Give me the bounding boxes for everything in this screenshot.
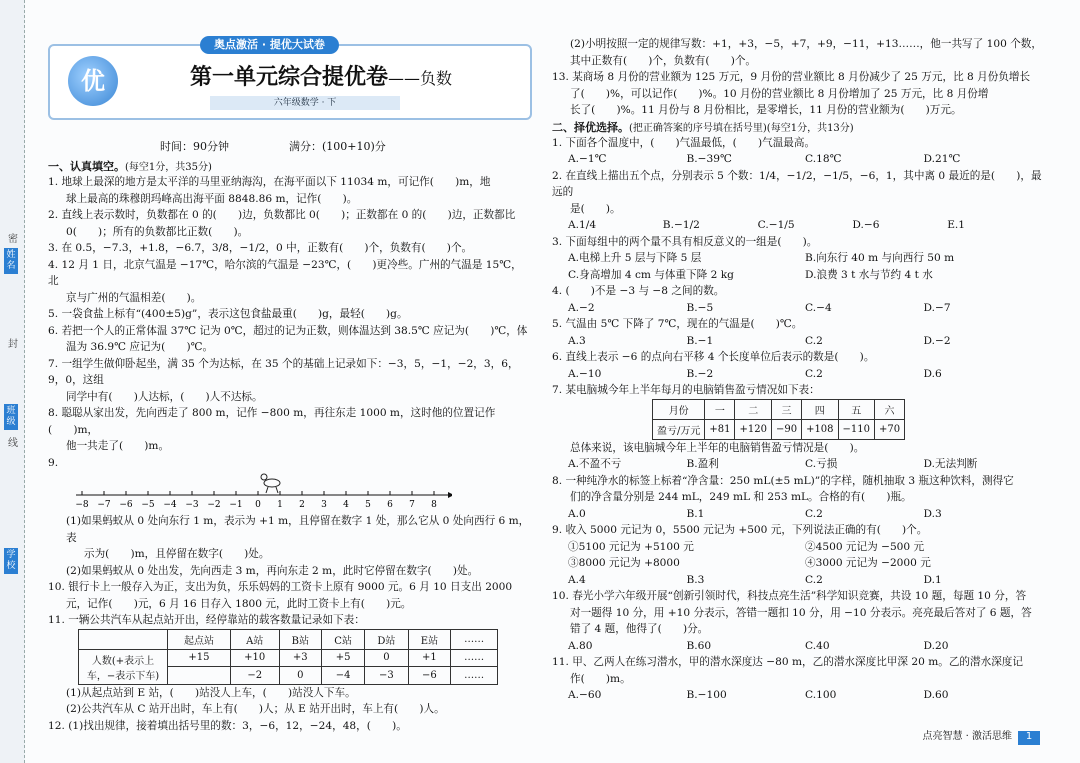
tick-label: 7 xyxy=(409,500,415,509)
option: C.40 xyxy=(805,639,830,652)
school-label: 学校 xyxy=(4,548,18,574)
question-9-part1: (1)如果蚂蚁从 0 处向东行 1 m，表示为 +1 m，且停留在数字 1 处，那么它从 0 处向西行 6 m，表 示为( )m，且停留在数字( )处。 xyxy=(66,515,530,560)
series-ribbon: 奥点激活 · 提优大试卷 xyxy=(200,36,339,54)
option: B.1 xyxy=(686,507,705,520)
table-cell: +108 xyxy=(802,419,838,439)
question-1: 1. 地球上最深的地方是太平洋的马里亚纳海沟，在海平面以下 11034 m，可记作( )m，地 球上最高的珠穆朗玛峰高出海平面 8848.86 m，记作( )。 xyxy=(48,176,491,205)
choice-7: 7. 某电脑城今年上半年每月的电脑销售盈亏情况如下表： xyxy=(552,384,820,396)
option: A.−60 xyxy=(568,689,602,701)
table-cell: E站 xyxy=(408,629,450,649)
page-title: 第一单元综合提优卷——负数 xyxy=(190,65,453,90)
tick-label: 3 xyxy=(321,500,327,509)
choice-7-question: 总体来说，该电脑城今年上半年的电脑销售盈亏情况是( )。 xyxy=(570,441,865,454)
bus-table xyxy=(78,629,498,685)
choice-3-options-b: C.身高增加 4 cm 与体重下降 2 kg D.浪费 3 t 水与节约 4 t 水 xyxy=(568,268,933,281)
tick-label: −4 xyxy=(163,500,177,509)
option: A.1/4 xyxy=(568,219,597,231)
option: D.无法判断 xyxy=(923,458,978,470)
option: B.−1/2 xyxy=(662,219,700,231)
table-cell: 盈亏/万元 xyxy=(653,419,705,439)
tick-label: −1 xyxy=(229,500,243,509)
table-cell: D站 xyxy=(365,629,409,649)
option: A.80 xyxy=(568,639,593,652)
tick-label: −2 xyxy=(207,500,221,509)
table-cell xyxy=(168,667,231,685)
seal-mark: 线 xyxy=(8,438,18,449)
option: C.100 xyxy=(805,689,837,701)
option: A.4 xyxy=(568,573,586,586)
choice-1-options xyxy=(552,151,1042,168)
question-11-part1: (1)从起点站到 E 站，( )站没人上车，( )站没人下车。 xyxy=(66,686,356,699)
table-cell: +3 xyxy=(279,649,322,667)
table-row-label: 人数(+表示上车，−表示下车) xyxy=(79,649,168,684)
table-cell: −2 xyxy=(230,667,279,685)
option: C.2 xyxy=(805,367,823,380)
table-cell: −4 xyxy=(322,667,365,685)
choice-9-options xyxy=(552,572,1042,589)
option: A.−1℃ xyxy=(568,153,607,165)
option: B.−100 xyxy=(686,689,727,701)
option: B.60 xyxy=(686,639,712,652)
option: D.−6 xyxy=(852,219,880,231)
question-11-part2: (2)公共汽车从 C 站开出时，车上有( )人；从 E 站开出时，车上有( )人。 xyxy=(66,703,445,715)
table-cell: …… xyxy=(451,667,498,685)
question-5: 5. 一袋食盐上标有“(400±5)g”，表示这包食盐最重( )g，最轻( )g。 xyxy=(48,308,408,320)
option: B.盈利 xyxy=(686,458,719,470)
question-12-part2: (2)小明按照一定的规律写数：+1，+3，−5，+7，+9，−11，+13……，他一共写了 100 个数， 其中正数有( )个，负数有( )个。 xyxy=(570,38,1042,67)
option: C.−4 xyxy=(805,301,832,314)
question-7: 7. 一组学生做仰卧起坐，满 35 个为达标，在 35 个的基础上记录如下：−3，5，−1，−2，3，6，9，0，这组 同学中有( )人达标，( )人不达标。 xyxy=(48,357,519,403)
option: E.1 xyxy=(947,219,966,231)
choice-8-options xyxy=(552,506,1042,523)
footer: 点亮智慧 · 激活思维 1 xyxy=(922,727,1040,745)
choice-2-options xyxy=(552,217,1042,234)
option: B.−5 xyxy=(686,301,714,314)
right-column xyxy=(552,36,1042,704)
tick-label: −7 xyxy=(97,500,111,509)
choice-9-statements-b: ③8000 元记为 +8000 ④3000 元记为 −2000 元 xyxy=(568,557,931,569)
choice-6-options xyxy=(552,366,1042,383)
table-cell: +5 xyxy=(322,649,365,667)
table-cell: 六 xyxy=(875,399,905,419)
tick-label: −3 xyxy=(185,500,199,509)
question-3: 3. 在 0.5，−7.3，+1.8，−6.7，3/8，−1/2，0 中，正数有( )个，负数有( )个。 xyxy=(48,242,473,254)
tick-label: 5 xyxy=(365,500,371,509)
option: D.60 xyxy=(923,689,949,701)
choice-9-statements-a: ①5100 元记为 +5100 元 ②4500 元记为 −500 元 xyxy=(568,540,925,553)
option: C.2 xyxy=(805,507,823,520)
exam-meta: 时间：90分钟 满分：(100+10)分 xyxy=(160,140,386,153)
section-title: 一、认真填空。(每空1分，共35分) xyxy=(48,160,212,173)
choice-9: 9. 收入 5000 元记为 0，5500 元记为 +500 元，下列说法正确的有( )个。 xyxy=(552,524,928,536)
choice-8: 8. 一种纯净水的标签上标着“净含量：250 mL(±5 mL)”的字样，随机抽取 3 瓶这种饮料，测得它 们的净含量分别是 244 mL，249 mL 和 253 mL。合格的有( )瓶。 xyxy=(552,474,1014,503)
table-cell: 四 xyxy=(802,399,838,419)
option: A.3 xyxy=(568,334,586,347)
question-12: 12. (1)找出规律，接着填出括号里的数：3，−6，12，−24，48，( )。 xyxy=(48,719,407,732)
option: C.2 xyxy=(805,573,823,586)
class-label: 班级 xyxy=(4,404,18,430)
name-label: 姓名 xyxy=(4,248,18,274)
table-cell: +15 xyxy=(168,649,231,667)
option: C.18℃ xyxy=(805,153,842,165)
table-cell: 0 xyxy=(365,649,409,667)
option: B.−39℃ xyxy=(686,153,732,165)
table-cell: −90 xyxy=(771,419,801,439)
left-column xyxy=(48,158,532,734)
table-cell: +10 xyxy=(230,649,279,667)
tick-label: −6 xyxy=(119,500,133,509)
choice-5-options xyxy=(552,333,1042,350)
table-cell: 五 xyxy=(838,399,874,419)
option: D.20 xyxy=(923,639,949,652)
choice-1: 1. 下面各个温度中，( )气温最低，( )气温最高。 xyxy=(552,136,816,149)
table-cell: +81 xyxy=(705,419,735,439)
choice-11-options xyxy=(552,687,1042,704)
table-cell: 起点站 xyxy=(168,629,231,649)
option: B.−1 xyxy=(686,334,714,347)
choice-10: 10. 春光小学六年级开展“创新引领时代，科技点亮生活”科学知识竞赛，共设 10 题，每题 10 分，答 对一题得 10 分，用 +10 分表示，答错一题扣 10 分，用 −10 分表示。亮亮最后答对了 6 题，答 错了 4 题，他得了( )分。 xyxy=(552,590,1032,635)
tick-label: 2 xyxy=(299,500,305,509)
choice-4-options xyxy=(552,300,1042,317)
choice-2: 2. 在直线上描出五个点，分别表示 5 个数：1/4，−1/2，−1/5，−6，1，其中离 0 最近的是( )，最远的 是( )。 xyxy=(552,169,1042,215)
seal-mark: 密 xyxy=(8,234,18,245)
option: B.−2 xyxy=(686,367,714,380)
choice-6: 6. 直线上表示 −6 的点向右平移 4 个长度单位后表示的数是( )。 xyxy=(552,351,875,363)
table-cell: …… xyxy=(451,629,498,649)
option: D.6 xyxy=(923,367,942,380)
question-10: 10. 银行卡上一般存入为正，支出为负，乐乐妈妈的工资卡上原有 9000 元。6 月 10 日支出 2000 元，记作( )元，6 月 16 日存入 1800 元，此时工资卡上有( )元。 xyxy=(48,581,513,610)
choice-10-options xyxy=(552,638,1042,655)
question-8: 8. 聪聪从家出发，先向西走了 800 m，记作 −800 m，再往东走 1000 m，这时他的位置记作( )m， 他一共走了( )m。 xyxy=(48,407,496,452)
table-cell: 三 xyxy=(771,399,801,419)
table-cell: 一 xyxy=(705,399,735,419)
tick-label: 6 xyxy=(387,500,393,509)
binding-strip xyxy=(0,0,25,763)
table-cell: +70 xyxy=(875,419,905,439)
option: A.0 xyxy=(568,507,586,520)
table-cell: −110 xyxy=(838,419,874,439)
question-4: 4. 12 月 1 日，北京气温是 −17℃，哈尔滨的气温是 −23℃，( )更冷些。广州的气温是 15℃，北 京与广州的气温相差( )。 xyxy=(48,258,522,304)
option: A.−2 xyxy=(568,301,595,314)
option: A.−10 xyxy=(568,367,602,380)
question-9-part2: (2)如果蚂蚁从 0 处出发，先向西走 3 m，再向东走 2 m，此时它停留在数字( )处。 xyxy=(66,564,479,577)
choice-7-options xyxy=(552,456,1042,473)
grade-bar: 六年级数学 · 下 xyxy=(210,96,400,110)
option: C.亏损 xyxy=(805,458,838,470)
tick-label: 4 xyxy=(343,500,349,509)
table-cell: +120 xyxy=(735,419,771,439)
sales-table xyxy=(652,399,905,440)
table-cell: C站 xyxy=(322,629,365,649)
tick-label: 0 xyxy=(255,500,261,509)
medal-icon: 优 xyxy=(68,56,118,106)
tick-label: 8 xyxy=(431,500,437,509)
number-line xyxy=(72,471,452,509)
question-11: 11. 一辆公共汽车从起点站开出，经停靠站的载客数量记录如下表： xyxy=(48,614,365,626)
page-number: 1 xyxy=(1018,731,1040,745)
option: C.2 xyxy=(805,334,823,347)
option: C.−1/5 xyxy=(757,219,795,231)
table-cell: …… xyxy=(451,649,498,667)
table-cell: B站 xyxy=(279,629,322,649)
option: D.21℃ xyxy=(923,153,961,165)
option: D.−2 xyxy=(923,334,951,347)
choice-5: 5. 气温由 5℃ 下降了 7℃，现在的气温是( )℃。 xyxy=(552,318,803,330)
table-cell: +1 xyxy=(408,649,450,667)
table-cell: 0 xyxy=(279,667,322,685)
choice-3: 3. 下面每组中的两个量不具有相反意义的一组是( )。 xyxy=(552,235,818,248)
header-banner xyxy=(48,38,532,120)
tick-label: −5 xyxy=(141,500,155,509)
question-6: 6. 若把一个人的正常体温 37℃ 记为 0℃，超过的记为正数，则体温达到 38.5℃ 应记为( )℃，体 温为 36.9℃ 应记为( )℃。 xyxy=(48,324,528,353)
question-2: 2. 直线上表示数时，负数都在 0 的( )边，负数都比 0( )；正数都在 0 的( )边，正数都比 0( )；所有的负数都比正数( )。 xyxy=(48,209,516,238)
table-cell: −3 xyxy=(365,667,409,685)
option: B.3 xyxy=(686,573,705,586)
seal-mark: 封 xyxy=(8,339,18,350)
option: D.1 xyxy=(923,573,942,586)
option: A.不盈不亏 xyxy=(568,458,622,470)
question-13: 13. 某商场 8 月份的营业额为 125 万元，9 月份的营业额比 8 月份减少了 25 万元，比 8 月份负增长 了( )%，可以记作( )%。10 月份的营业额比 8 月份增加了 25 万元，比 8 月份增 长了( )%。11 月份与 8 月份相比，是零增长，11 月份的营业额为( )万元。 xyxy=(552,71,1031,116)
choice-3-options-a: A.电梯上升 5 层与下降 5 层 B.向东行 40 m 与向西行 50 m xyxy=(568,252,955,264)
table-cell: 月份 xyxy=(653,399,705,419)
table-cell xyxy=(79,629,168,649)
tick-label: −8 xyxy=(75,500,89,509)
ant-icon xyxy=(261,474,280,493)
option: D.−7 xyxy=(923,301,951,314)
option: D.3 xyxy=(923,507,942,520)
tick-label: 1 xyxy=(277,500,283,509)
table-cell: −6 xyxy=(408,667,450,685)
question-9-label: 9. xyxy=(48,456,59,469)
table-cell: A站 xyxy=(230,629,279,649)
section-title: 二、择优选择。(把正确答案的序号填在括号里)(每空1分，共13分) xyxy=(552,120,854,134)
choice-11: 11. 甲、乙两人在练习潜水，甲的潜水深度达 −80 m，乙的潜水深度比甲深 20 m。乙的潜水深度记 作( )m。 xyxy=(552,656,1023,685)
table-cell: 二 xyxy=(735,399,771,419)
choice-4: 4. ( )不是 −3 与 −8 之间的数。 xyxy=(552,285,725,297)
